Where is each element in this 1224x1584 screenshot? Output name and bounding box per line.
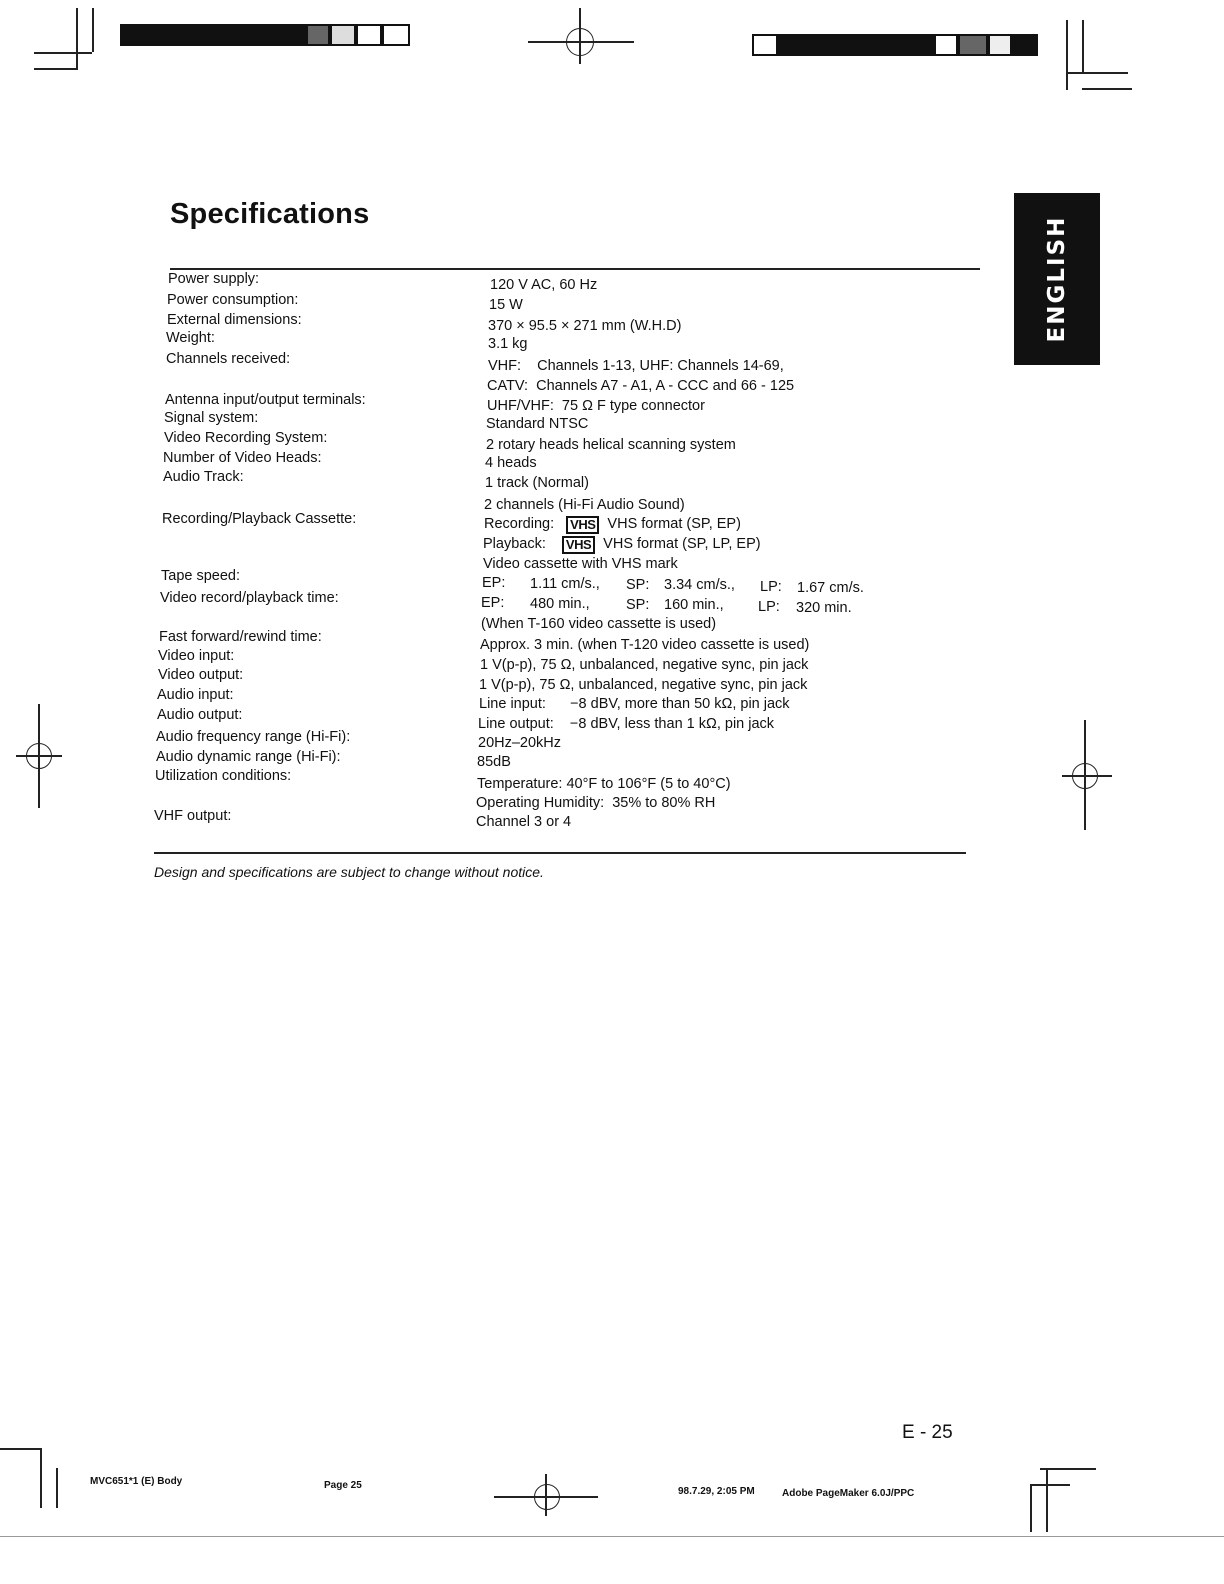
spec-label: Video Recording System: (164, 430, 328, 446)
spec-value: Line output: −8 dBV, less than 1 kΩ, pin jack (478, 716, 775, 732)
recording-label: Recording: (484, 516, 555, 532)
spec-value: Operating Humidity: 35% to 80% RH (476, 795, 716, 811)
spec-label: Number of Video Heads: (163, 450, 322, 466)
lp-label: LP: (760, 579, 782, 595)
spec-value: Temperature: 40°F to 106°F (5 to 40°C) (477, 776, 731, 792)
spec-label: Power supply: (168, 271, 260, 287)
spec-value: CATV: Channels A7 - A1, A - CCC and 66 - 125 (487, 378, 795, 394)
spec-value: 2 channels (Hi-Fi Audio Sound) (484, 497, 685, 513)
spec-label: Fast forward/rewind time: (159, 629, 322, 645)
page-number: E - 25 (902, 1422, 953, 1443)
language-tab-label: ENGLISH (1044, 215, 1070, 343)
spec-value: 20Hz–20kHz (478, 735, 562, 751)
spec-label: Weight: (166, 330, 215, 346)
spec-value: VHF: Channels 1-13, UHF: Channels 14-69, (488, 358, 784, 374)
spec-value: Standard NTSC (486, 416, 589, 432)
page-title: Specifications (170, 198, 370, 230)
vhs-logo-icon: VHS (566, 516, 599, 534)
language-tab (1014, 193, 1100, 365)
spec-label: Audio input: (157, 687, 234, 703)
spec-label: Channels received: (166, 351, 291, 367)
playback-format: VHS format (SP, LP, EP) (603, 536, 761, 552)
spec-value: 120 V AC, 60 Hz (490, 277, 598, 293)
lp-label: LP: (758, 599, 780, 615)
footer-file: MVC651*1 (E) Body (90, 1476, 183, 1487)
spec-label: Audio output: (157, 707, 243, 723)
spec-value: 15 W (489, 297, 523, 313)
spec-value: (When T-160 video cassette is used) (481, 616, 717, 632)
spec-value: Line input: −8 dBV, more than 50 kΩ, pin jack (479, 696, 790, 712)
spec-label: Audio frequency range (Hi-Fi): (156, 729, 351, 745)
spec-value: 3.1 kg (488, 336, 528, 352)
spec-label: External dimensions: (167, 312, 302, 328)
playback-row (483, 535, 761, 554)
playback-label: Playback: (483, 536, 546, 552)
footer-timestamp: 98.7.29, 2:05 PM (678, 1486, 755, 1497)
spec-label: Recording/Playback Cassette: (162, 511, 357, 527)
spec-value: 1 V(p-p), 75 Ω, unbalanced, negative sync, pin jack (480, 657, 809, 673)
recording-row (484, 515, 741, 534)
disclaimer-note: Design and specifications are subject to change without notice. (154, 864, 544, 880)
lp-speed: 1.67 cm/s. (797, 580, 864, 596)
spec-label: Audio dynamic range (Hi-Fi): (156, 749, 341, 765)
spec-value: Approx. 3 min. (when T-120 video cassette is used) (480, 637, 810, 653)
title-rule (170, 268, 980, 270)
spec-label: VHF output: (154, 808, 232, 824)
footer-page: Page 25 (324, 1480, 362, 1491)
recording-format: VHS format (SP, EP) (607, 516, 741, 532)
spec-value: Video cassette with VHS mark (483, 556, 678, 572)
ep-time: 480 min., (530, 596, 590, 612)
spec-value: 370 × 95.5 × 271 mm (W.H.D) (488, 318, 682, 334)
spec-value: 1 V(p-p), 75 Ω, unbalanced, negative sync, pin jack (479, 677, 808, 693)
spec-value: UHF/VHF: 75 Ω F type connector (487, 398, 705, 414)
spec-label: Video record/playback time: (160, 590, 339, 606)
spec-value: 1 track (Normal) (485, 475, 589, 491)
spec-value: 85dB (477, 754, 511, 770)
ep-speed: 1.11 cm/s., (530, 576, 600, 592)
spec-label: Antenna input/output terminals: (165, 392, 366, 408)
ep-label: EP: (481, 595, 505, 611)
spec-value: 2 rotary heads helical scanning system (486, 437, 736, 453)
ep-label: EP: (482, 575, 506, 591)
vhs-logo-icon: VHS (562, 536, 595, 554)
sp-label: SP: (626, 577, 650, 593)
sp-time: 160 min., (664, 597, 724, 613)
lp-time: 320 min. (796, 600, 852, 616)
spec-label: Utilization conditions: (155, 768, 292, 784)
sp-label: SP: (626, 597, 650, 613)
spec-label: Signal system: (164, 410, 259, 426)
spec-value: 4 heads (485, 455, 537, 471)
spec-label: Video output: (158, 667, 244, 683)
spec-label: Audio Track: (163, 469, 244, 485)
spec-label: Power consumption: (167, 292, 299, 308)
spec-value: Channel 3 or 4 (476, 814, 572, 830)
bottom-rule (154, 852, 966, 854)
spec-label: Tape speed: (161, 568, 241, 584)
sp-speed: 3.34 cm/s., (664, 577, 735, 593)
spec-label: Video input: (158, 648, 235, 664)
footer-app: Adobe PageMaker 6.0J/PPC (782, 1488, 915, 1499)
